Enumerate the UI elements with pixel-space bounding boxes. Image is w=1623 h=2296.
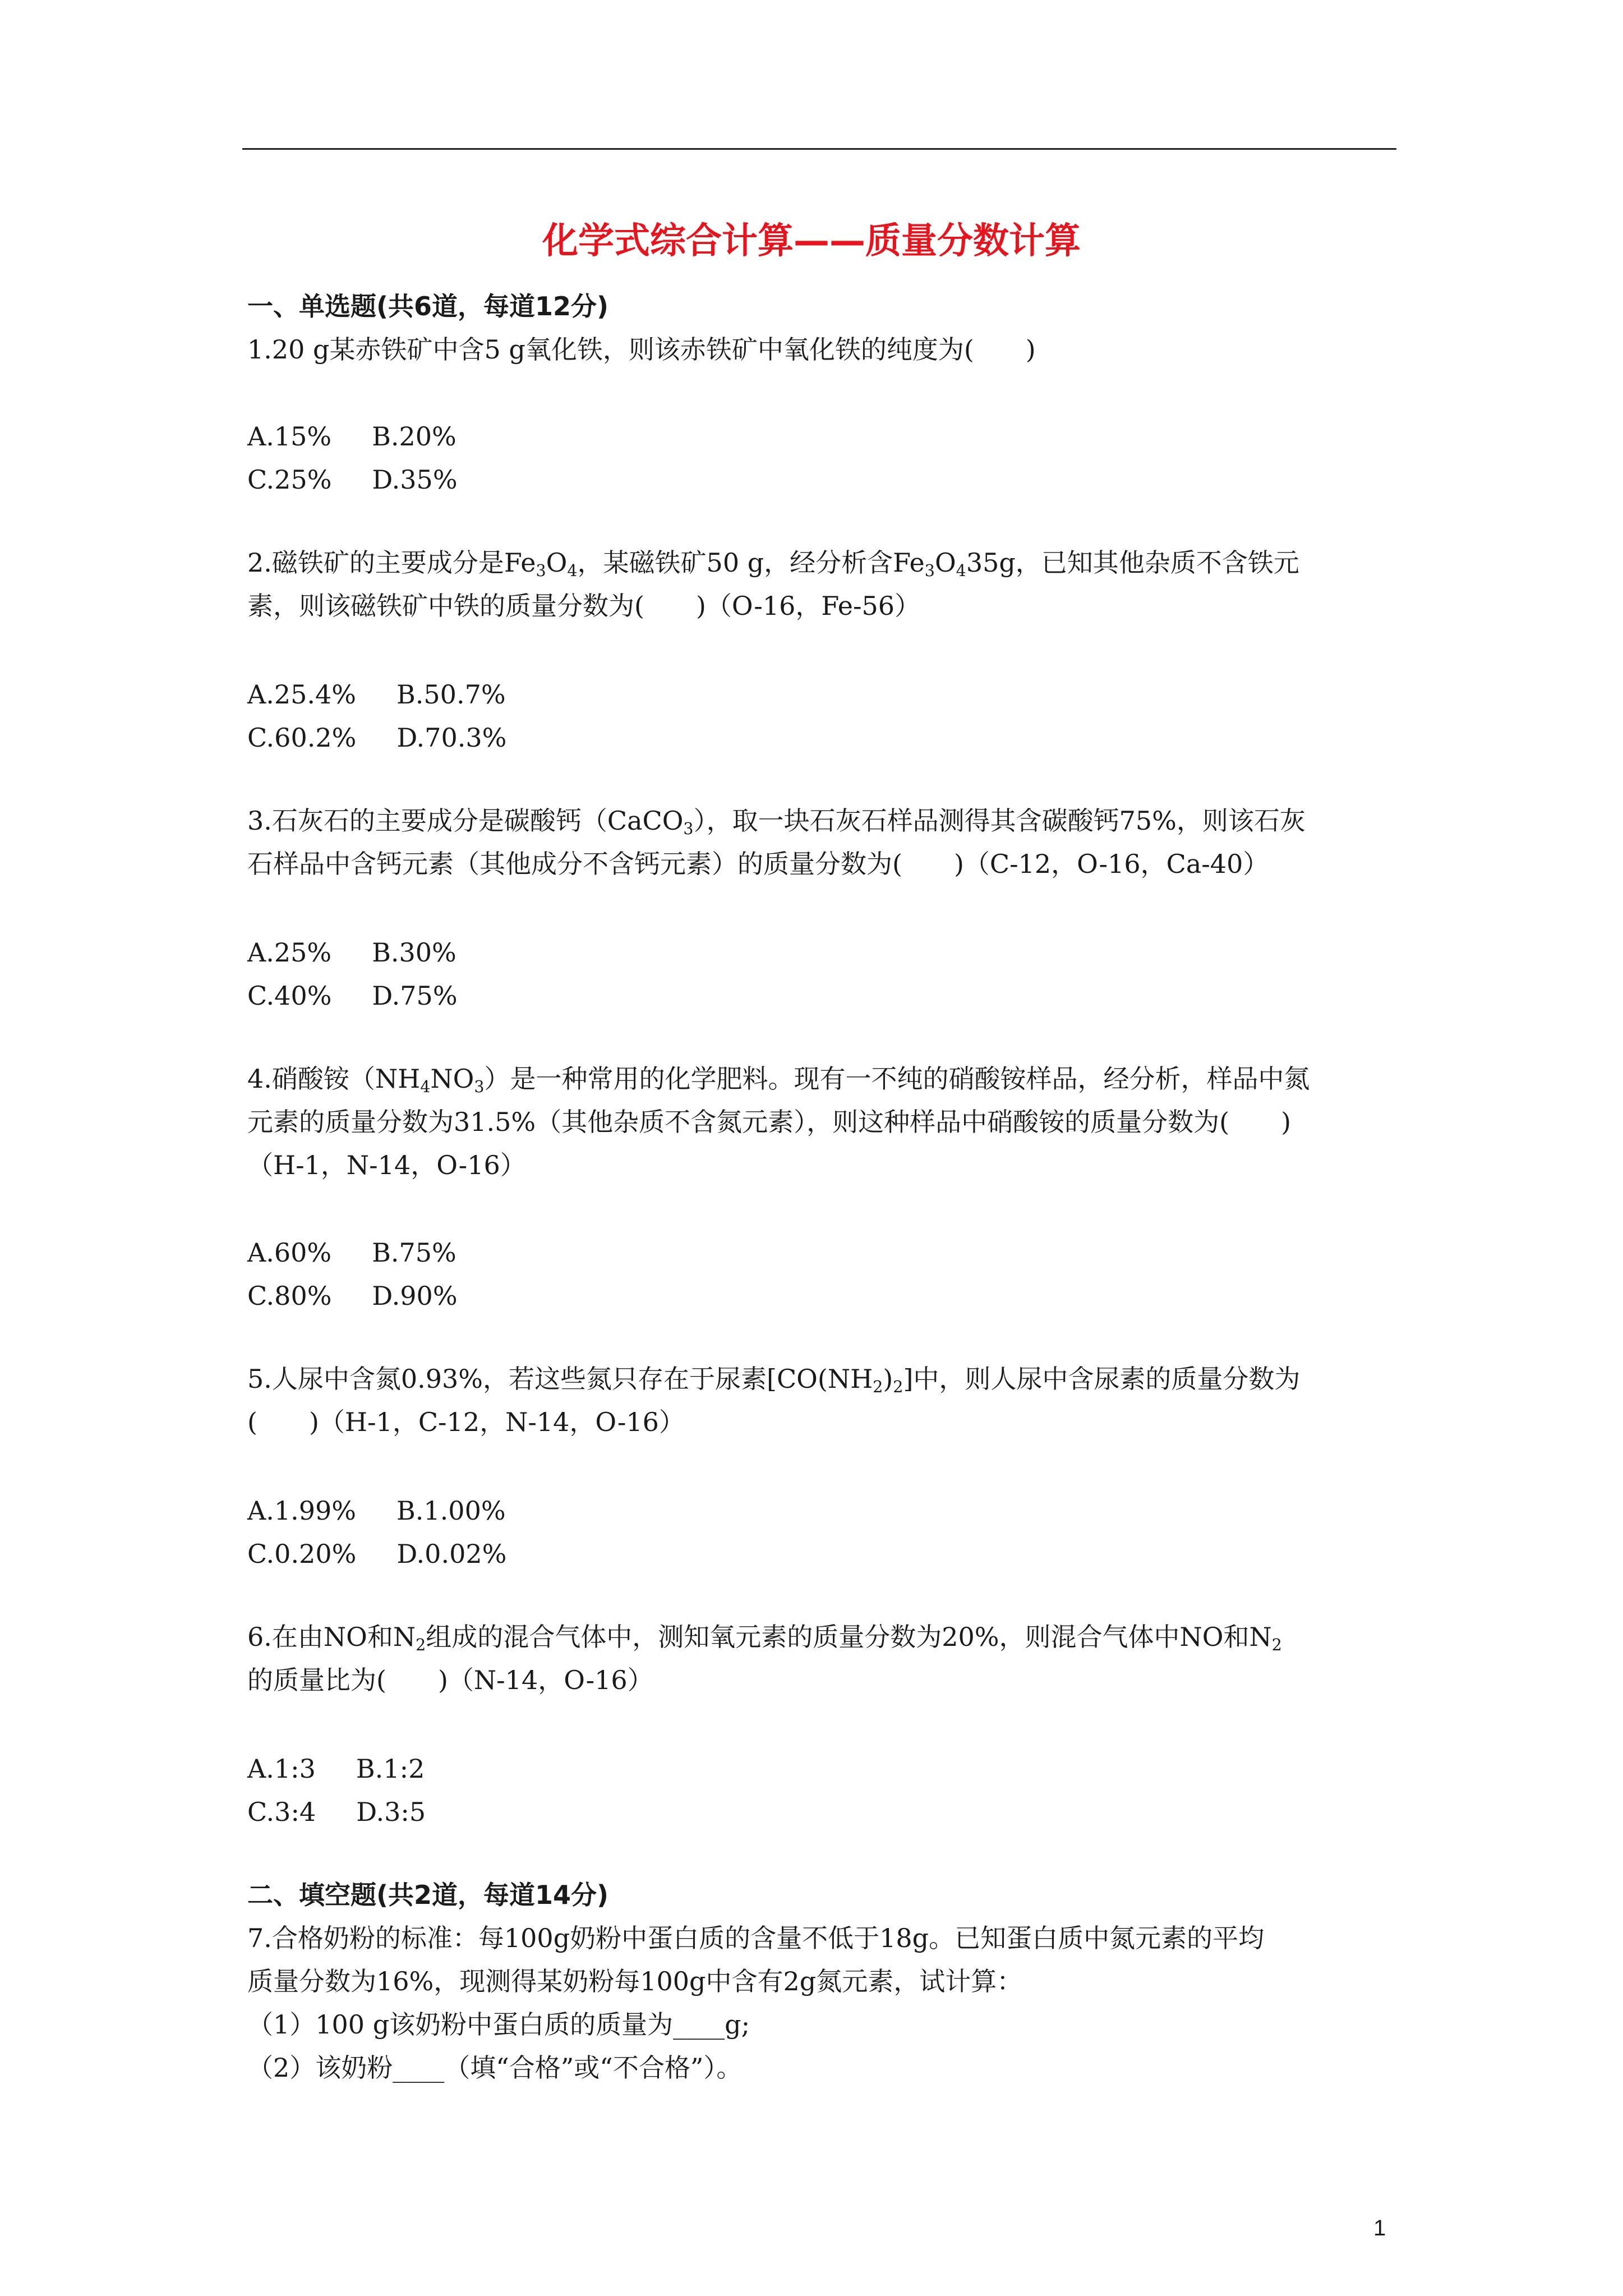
question-4-line-3: （H-1，N-14，O-16） [247, 1150, 526, 1180]
question-3 [247, 799, 1397, 886]
header-rule [242, 148, 1396, 150]
options-row [247, 1533, 1397, 1576]
option-c: C.60.2% [247, 723, 357, 753]
option-d: D.35% [372, 464, 458, 495]
page-number: 1 [1373, 2216, 1386, 2240]
options-row [247, 931, 1397, 974]
question-2-options [247, 673, 1397, 760]
question-6-line-2: 的质量比为( )（N-14，O-16） [247, 1665, 653, 1695]
option-b: B.20% [372, 421, 457, 452]
options-row [247, 673, 1397, 716]
question-1-options [247, 415, 1397, 501]
options-row [247, 974, 1397, 1018]
question-7-line-1: 7.合格奶粉的标准：每100g奶粉中蛋白质的含量不低于18g。已知蛋白质中氮元素的平均 [247, 1923, 1265, 1953]
options-row [247, 1489, 1397, 1533]
option-d: D.3:5 [356, 1797, 426, 1827]
options-row [247, 458, 1397, 501]
section-heading-single-choice [247, 285, 1397, 371]
question-2-line-2: 素，则该磁铁矿中铁的质量分数为( )（O-16，Fe-56） [247, 591, 921, 621]
question-3-line-2: 石样品中含钙元素（其他成分不含钙元素）的质量分数为( )（C-12，O-16，Ca-40） [247, 849, 1269, 879]
option-b: B.1:2 [356, 1754, 425, 1784]
option-d: D.75% [372, 981, 458, 1011]
question-2 [247, 541, 1397, 628]
option-b: B.75% [372, 1237, 457, 1268]
option-a: A.60% [247, 1237, 332, 1268]
question-6-options [247, 1747, 1397, 1834]
option-c: C.40% [247, 981, 332, 1011]
question-6 [247, 1616, 1397, 1702]
question-5-line-1: 5.人尿中含氮0.93%，若这些氮只存在于尿素$[CO(NH_2)_2]$中，则人尿中含尿素的质量分数为 [247, 1364, 1301, 1396]
question-7-part-1: （1）100 g该奶粉中蛋白质的质量为____g; [247, 2009, 750, 2040]
question-5-options [247, 1489, 1397, 1576]
question-5-line-2: ( )（H-1，C-12，N-14，O-16） [247, 1407, 685, 1437]
question-4-options [247, 1231, 1397, 1318]
options-row [247, 415, 1397, 458]
question-6-line-1: 6.在由NO和$N_2$组成的混合气体中，测知氧元素的质量分数为20%，则混合气体中NO和$N_2$ [247, 1622, 1282, 1654]
page-title: 化学式综合计算——质量分数计算 [542, 220, 1081, 262]
option-a: A.1.99% [247, 1496, 356, 1526]
option-a: A.25% [247, 937, 332, 968]
option-c: C.3:4 [247, 1797, 316, 1827]
options-row [247, 1747, 1397, 1791]
option-b: B.1.00% [396, 1496, 506, 1526]
option-a: A.15% [247, 421, 332, 452]
option-c: C.25% [247, 464, 332, 495]
question-4-line-1: 4.硝酸铵$(NH_4NO_3)$是一种常用的化学肥料。现有一不纯的硝酸铵样品，经分析，样品中氮 [247, 1064, 1310, 1096]
options-row [247, 1274, 1397, 1318]
question-4-line-2: 元素的质量分数为31.5%（其他杂质不含氮元素），则这种样品中硝酸铵的质量分数为( ) [247, 1107, 1292, 1137]
section-fill-in [247, 1874, 1397, 2090]
question-4 [247, 1057, 1397, 1187]
option-d: D.70.3% [396, 723, 507, 753]
question-1-text: 1.20 g某赤铁矿中含5 g氧化铁，则该赤铁矿中氧化铁的纯度为( ) [247, 334, 1036, 365]
question-3-options [247, 931, 1397, 1018]
option-b: B.30% [372, 937, 457, 968]
options-row [247, 716, 1397, 760]
option-c: C.0.20% [247, 1539, 357, 1569]
options-row [247, 1791, 1397, 1834]
question-2-line-1: 2.磁铁矿的主要成分是$Fe_3O_4$，某磁铁矿50 g，经分析含$Fe_3O_435g$，已知其他杂质不含铁元 [247, 547, 1299, 580]
option-d: D.0.02% [396, 1539, 507, 1569]
section-heading-text: 二、填空题(共2道，每道14分) [247, 1880, 609, 1910]
question-3-line-1: 3.石灰石的主要成分是碳酸钙（CaCO$_3$），取一块石灰石样品测得其含碳酸钙75%，则该石灰 [247, 806, 1306, 838]
option-a: A.1:3 [247, 1754, 316, 1784]
option-a: A.25.4% [247, 679, 356, 710]
option-b: B.50.7% [396, 679, 506, 710]
question-7-part-2: （2）该奶粉____（填“合格”或“不合格”）。 [247, 2053, 743, 2083]
option-c: C.80% [247, 1281, 332, 1311]
options-row [247, 1231, 1397, 1274]
option-d: D.90% [372, 1281, 458, 1311]
question-5 [247, 1358, 1397, 1444]
section-heading-text: 一、单选题(共6道，每道12分) [247, 291, 609, 321]
question-7-line-2: 质量分数为16%，现测得某奶粉每100g中含有2g氮元素，试计算： [247, 1966, 1023, 1996]
